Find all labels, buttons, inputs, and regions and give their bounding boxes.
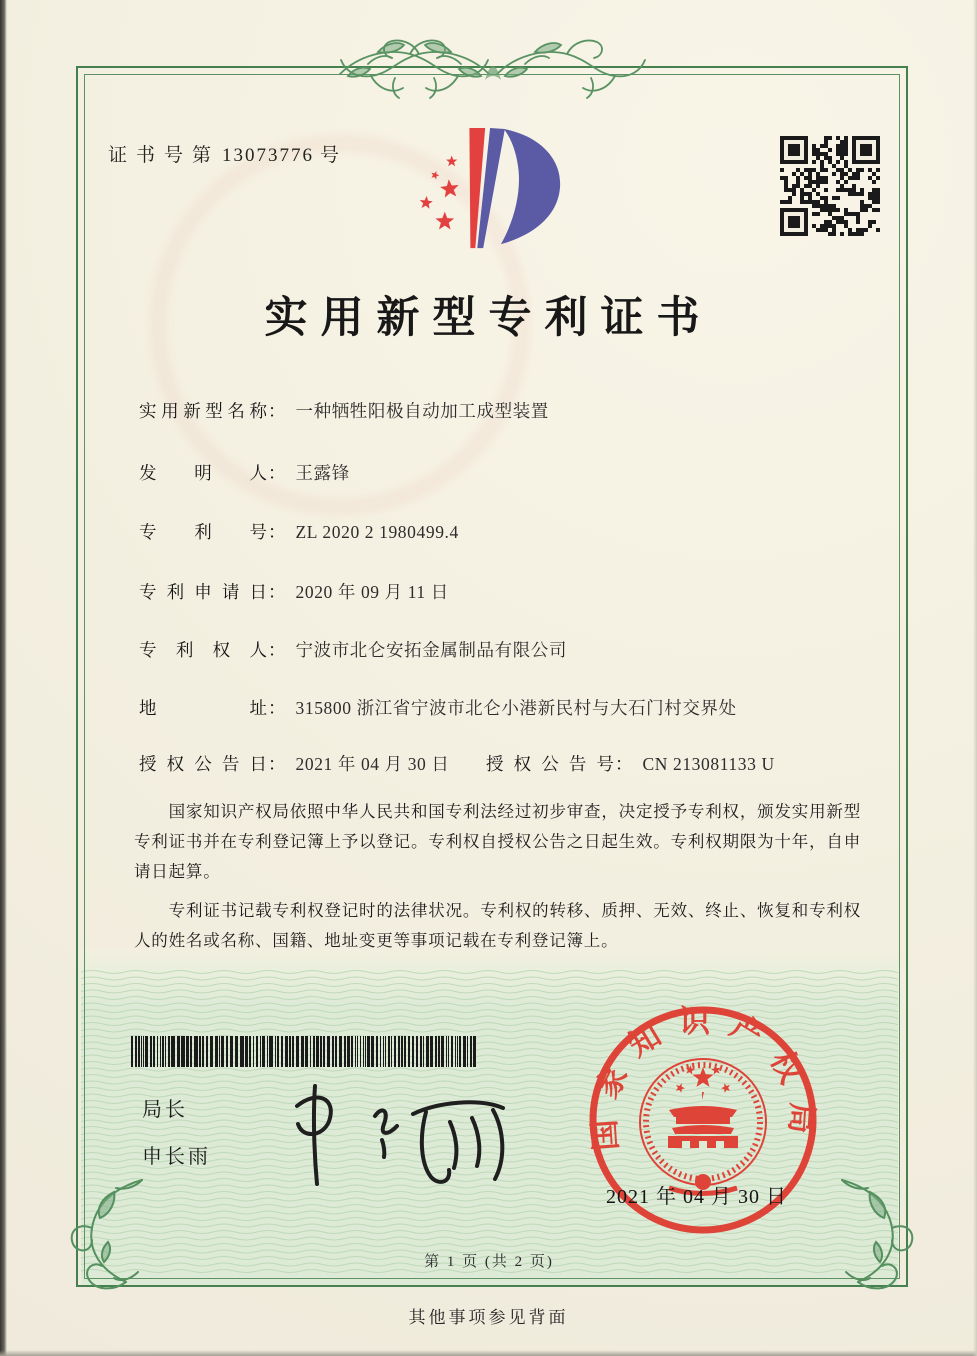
legal-text (134, 797, 861, 965)
back-side-note: 其他事项参见背面 (408, 1308, 569, 1327)
field-row-grant-no: 授权公告号： CN 213081133 U (486, 751, 775, 776)
director-name: 申长雨 (142, 1146, 211, 1168)
field-value: 一种牺牲阳极自动加工成型装置 (295, 401, 549, 421)
field-label: 授权公告号 (486, 754, 614, 774)
barcode (131, 1036, 479, 1067)
director-signature (283, 1080, 518, 1192)
field-label: 地址 (139, 698, 267, 718)
field-value: 2021 年 04 月 30 日 (295, 754, 450, 774)
scan-edge-right (973, 0, 977, 1356)
field-row-patentee: 专利权人： 宁波市北仑安拓金属制品有限公司 (139, 637, 897, 662)
corner-flourish-left (50, 1176, 150, 1294)
field-label: 专利申请日 (139, 582, 267, 602)
field-value: 王露锋 (295, 463, 350, 483)
certificate-number (108, 140, 339, 167)
field-label: 专利权人 (139, 640, 267, 660)
field-label: 专利号 (139, 522, 267, 542)
certificate-number-suffix: 号 (320, 145, 340, 166)
field-label: 发明人 (139, 463, 267, 483)
field-value: 宁波市北仑安拓金属制品有限公司 (295, 640, 567, 660)
certificate-number-prefix: 证书号第 (108, 145, 221, 166)
field-row-filing-date: 专利申请日： 2020 年 09 月 11 日 (139, 579, 897, 604)
field-row-grant-date: 授权公告日： 2021 年 04 月 30 日 授权公告号： CN 213081133 U (139, 751, 897, 776)
field-label: 实用新型名称 (139, 401, 267, 421)
scan-edge-bottom (0, 1350, 977, 1356)
field-row-inventor: 发明人： 王露锋 (139, 460, 897, 485)
corner-flourish-right (834, 1176, 934, 1294)
certificate-number-value: 13073776 (222, 145, 315, 166)
seal-text: 国家知识产权局 (585, 1004, 821, 1152)
national-emblem-icon (640, 1059, 766, 1194)
top-border-ornament (338, 34, 648, 110)
cnipa-logo-icon (412, 126, 580, 256)
field-row-patent-no: 专利号： ZL 2020 2 1980499.4 (139, 519, 897, 544)
field-label: 授权公告日 (139, 754, 267, 774)
certificate-title: 实用新型专利证书 (264, 295, 713, 342)
legal-paragraph-2: 专利证书记载专利权登记时的法律状况。专利权的转移、质押、无效、终止、恢复和专利权人的姓名或名称、国籍、地址变更等事项记载在专利登记簿上。 (134, 901, 861, 951)
field-row-name: 实用新型名称： 一种牺牲阳极自动加工成型装置 (139, 398, 897, 423)
scan-edge-left (0, 0, 7, 1356)
qr-code (780, 136, 880, 236)
field-row-address: 地址： 315800 浙江省宁波市北仑小港新民村与大石门村交界处 (139, 695, 897, 720)
director-block (142, 1100, 211, 1167)
legal-paragraph-1: 国家知识产权局依照中华人民共和国专利法经过初步审查，决定授予专利权，颁发实用新型专利证书并在专利登记簿上予以登记。专利权自授权公告之日起生效。专利权期限为十年，自申请日起算。 (134, 802, 861, 882)
field-value: 315800 浙江省宁波市北仑小港新民村与大石门村交界处 (295, 698, 737, 718)
page-number: 第 1 页 (共 2 页) (424, 1254, 554, 1270)
field-value: 2020 年 09 月 11 日 (295, 582, 449, 602)
field-value: CN 213081133 U (642, 754, 775, 774)
director-label: 局长 (142, 1099, 188, 1121)
field-value: ZL 2020 2 1980499.4 (295, 522, 459, 542)
grant-date-stamp: 2021 年 04 月 30 日 (606, 1186, 787, 1208)
